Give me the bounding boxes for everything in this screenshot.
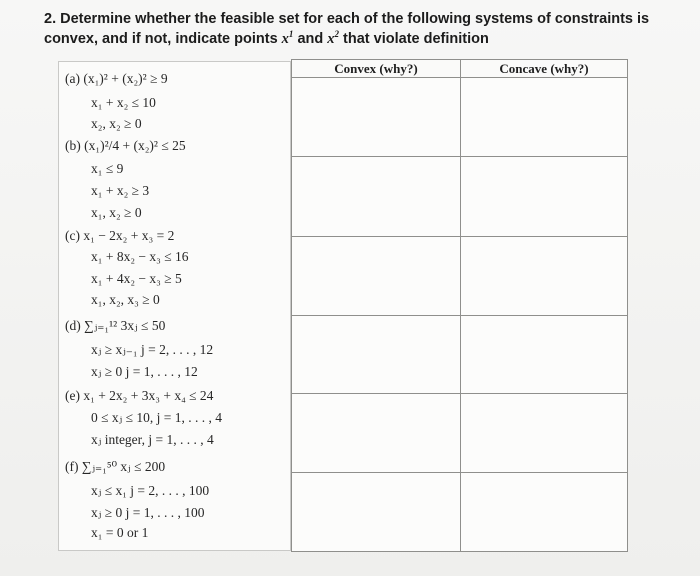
problem-statement-line-2 bbox=[44, 29, 664, 49]
answer-cell-concave-f[interactable] bbox=[461, 473, 628, 552]
constraint-a-line-1: (a) (x₁)² + (x₂)² ≥ 9 bbox=[65, 71, 168, 86]
answer-row-a bbox=[292, 78, 628, 157]
constraint-f-line-4: x₁ = 0 or 1 bbox=[91, 525, 149, 540]
answer-cell-convex-f[interactable] bbox=[292, 473, 461, 552]
point-x1: $x^1$ bbox=[281, 29, 294, 47]
constraints-box bbox=[58, 61, 291, 551]
problem-statement bbox=[44, 9, 664, 49]
constraint-f-line-1: (f) ∑ⱼ₌₁⁵⁰ xⱼ ≤ 200 bbox=[65, 459, 166, 474]
constraint-b-line-2: x₁ ≤ 9 bbox=[91, 161, 124, 176]
answer-row-d bbox=[292, 316, 628, 394]
answer-row-e bbox=[292, 394, 628, 473]
constraint-d-line-1: (d) ∑ⱼ₌₁¹² 3xⱼ ≤ 50 bbox=[65, 318, 166, 333]
answer-cell-concave-a[interactable] bbox=[461, 78, 628, 157]
answer-cell-convex-e[interactable] bbox=[292, 394, 461, 473]
constraint-d-line-3: xⱼ ≥ 0 j = 1, . . . , 12 bbox=[91, 364, 198, 379]
answer-cell-convex-d[interactable] bbox=[292, 316, 461, 394]
line-2-prefix: convex, and if not, indicate points bbox=[44, 31, 282, 47]
constraint-c-line-3: x₁ + 4x₂ − x₃ ≥ 5 bbox=[91, 271, 182, 286]
constraint-a-line-2: x₁ + x₂ ≤ 10 bbox=[91, 95, 156, 110]
answer-row-c bbox=[292, 237, 628, 316]
constraint-b-line-1: (b) (x₁)²/4 + (x₂)² ≤ 25 bbox=[65, 138, 186, 153]
answer-cell-convex-a[interactable] bbox=[292, 78, 461, 157]
constraint-e-line-2: 0 ≤ xⱼ ≤ 10, j = 1, . . . , 4 bbox=[91, 410, 222, 425]
constraint-d-line-2: xⱼ ≥ xⱼ₋₁ j = 2, . . . , 12 bbox=[91, 342, 214, 357]
constraint-f-line-2: xⱼ ≤ x₁ j = 2, . . . , 100 bbox=[91, 483, 210, 498]
answer-row-f bbox=[292, 473, 628, 552]
constraint-c-line-4: x₁, x₂, x₃ ≥ 0 bbox=[91, 292, 160, 307]
answer-cell-convex-c[interactable] bbox=[292, 237, 461, 316]
constraint-e-line-3: xⱼ integer, j = 1, . . . , 4 bbox=[91, 432, 214, 447]
answer-table bbox=[291, 59, 628, 552]
answer-cell-concave-e[interactable] bbox=[461, 394, 628, 473]
and-word: and bbox=[293, 31, 328, 47]
answer-table-header-row bbox=[292, 60, 628, 78]
constraint-f-line-3: xⱼ ≥ 0 j = 1, . . . , 100 bbox=[91, 505, 205, 520]
answer-cell-concave-c[interactable] bbox=[461, 237, 628, 316]
constraint-b-line-3: x₁ + x₂ ≥ 3 bbox=[91, 183, 150, 198]
answer-cell-concave-d[interactable] bbox=[461, 316, 628, 394]
answer-cell-convex-b[interactable] bbox=[292, 157, 461, 237]
header-concave: Concave (why?) bbox=[461, 60, 628, 78]
answer-cell-concave-b[interactable] bbox=[461, 157, 628, 237]
constraint-b-line-4: x₁, x₂ ≥ 0 bbox=[91, 205, 142, 220]
constraint-a-line-3: x₂, x₂ ≥ 0 bbox=[91, 116, 142, 131]
line-2-suffix: that violate definition bbox=[339, 31, 489, 47]
header-convex: Convex (why?) bbox=[292, 60, 461, 78]
problem-statement-line-1: 2. Determine whether the feasible set for each of the following systems of constraints is bbox=[44, 11, 650, 27]
constraint-c-line-2: x₁ + 8x₂ − x₃ ≤ 16 bbox=[91, 249, 189, 264]
constraint-c-line-1: (c) x₁ − 2x₂ + x₃ = 2 bbox=[65, 228, 175, 243]
point-x2: $x^2$ bbox=[327, 29, 340, 47]
answer-row-b bbox=[292, 157, 628, 237]
constraint-e-line-1: (e) x₁ + 2x₂ + 3x₃ + x₄ ≤ 24 bbox=[65, 388, 214, 403]
